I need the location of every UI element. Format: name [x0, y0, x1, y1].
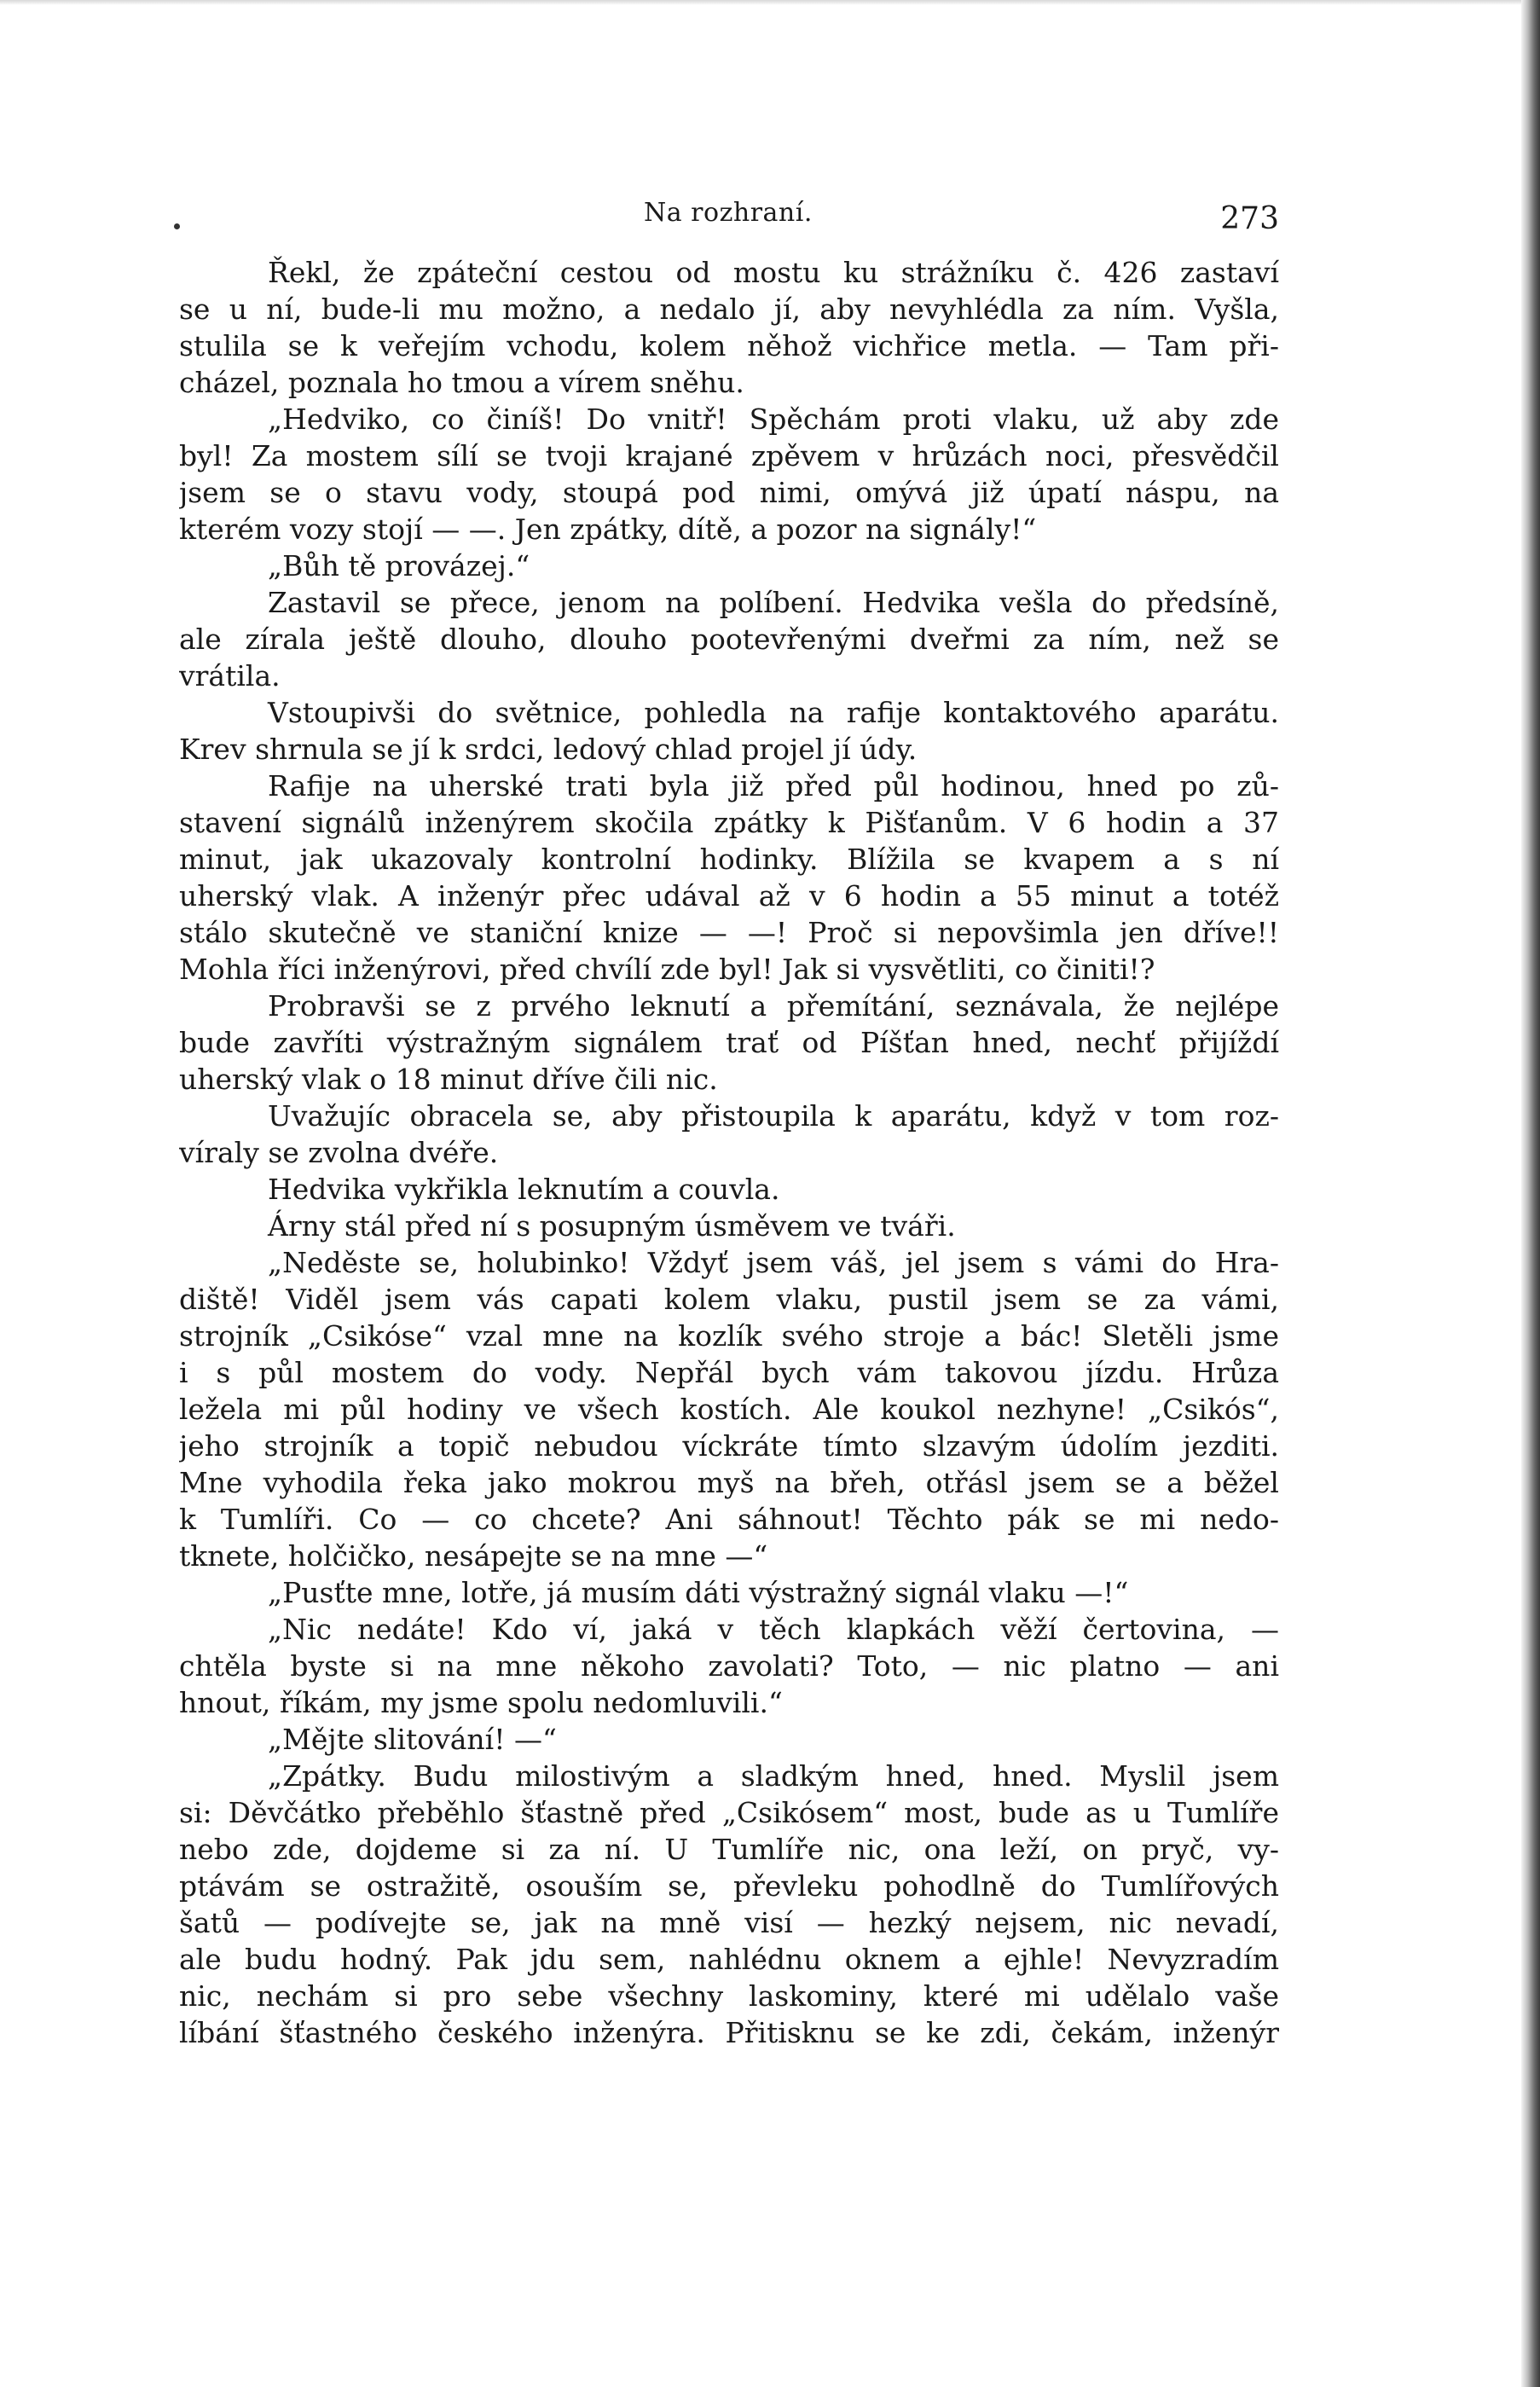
text-line: Hedvika vykřikla leknutím a couvla.	[268, 1173, 780, 1206]
text-line: tknete, holčičko, nesápejte se na mne —“	[179, 1539, 768, 1573]
text-line: ale zírala ještě dlouho, dlouho pootevřenými dveřmi za ním, než se	[179, 623, 1279, 656]
text-line: „Bůh tě provázej.“	[268, 549, 530, 582]
text-line: uherský vlak. A inženýr přec udával až v 6 hodin a 55 minut a totéž	[179, 879, 1279, 913]
text-line: nic, nechám si pro sebe všechny laskominy, které mi udělalo vaše	[179, 1979, 1279, 2013]
running-head	[179, 188, 1279, 239]
text-line: ale budu hodný. Pak jdu sem, nahlédnu oknem a ejhle! Nevyzradím	[179, 1943, 1279, 1976]
text-line: ležela mi půl hodiny ve všech kostích. Ale koukol nezhyne! „Csikós“,	[179, 1393, 1279, 1426]
text-line: vrátila.	[179, 659, 281, 692]
text-line: jeho strojník a topič nebudou víckráte tímto slzavým údolím jezditi.	[179, 1429, 1279, 1463]
text-line: bude zavříti výstražným signálem trať od Píšťan hned, nechť přijíždí	[179, 1026, 1279, 1059]
text-line: i s půl mostem do vody. Nepřál bych vám takovou jízdu. Hrůza	[179, 1356, 1279, 1389]
text-line: víraly se zvolna dvéře.	[179, 1136, 499, 1169]
text-line: jsem se o stavu vody, stoupá pod nimi, omývá již úpatí náspu, na	[179, 476, 1279, 509]
text-line: kterém vozy stojí — —. Jen zpátky, dítě, a pozor na signály!“	[179, 513, 1037, 546]
text-line: Zastavil se přece, jenom na políbení. Hedvika vešla do předsíně,	[268, 586, 1279, 619]
text-line: hnout, říkám, my jsme spolu nedomluvili.“	[179, 1686, 783, 1719]
text-line: Rafije na uherské trati byla již před půl hodinou, hned po zů-	[268, 769, 1279, 802]
scan-top-edge	[0, 0, 1540, 5]
text-line: nebo zde, dojdeme si za ní. U Tumlíře nic, ona leží, on pryč, vy-	[179, 1833, 1279, 1866]
text-line: Uvažujíc obracela se, aby přistoupila k aparátu, když v tom roz-	[268, 1099, 1279, 1133]
text-line: „Nic nedáte! Kdo ví, jaká v těch klapkách věží čertovina, —	[268, 1613, 1279, 1646]
text-line: byl! Za mostem sílí se tvoji krajané zpěvem v hrůzách noci, přesvědčil	[179, 439, 1279, 472]
text-line: uherský vlak o 18 minut dříve čili nic.	[179, 1063, 718, 1096]
text-line: stulila se k veřejím vchodu, kolem něhož vichřice metla. — Tam při-	[179, 329, 1279, 362]
text-line: šatů — podívejte se, jak na mně visí — hezký nejsem, nic nevadí,	[179, 1906, 1279, 1939]
book-page	[179, 188, 1279, 2051]
text-line: Vstoupivši do světnice, pohledla na rafije kontaktového aparátu.	[268, 696, 1279, 729]
text-line: Mohla říci inženýrovi, před chvílí zde byl! Jak si vysvětliti, co činiti!?	[179, 953, 1155, 986]
text-line: Mne vyhodila řeka jako mokrou myš na břeh, otřásl jsem se a běžel	[179, 1466, 1279, 1499]
text-line: stavení signálů inženýrem skočila zpátky k Pišťanům. V 6 hodin a 37	[179, 806, 1279, 839]
text-line: Árny stál před ní s posupným úsměvem ve tváři.	[268, 1209, 956, 1243]
text-line: „Zpátky. Budu milostivým a sladkým hned, hned. Myslil jsem	[268, 1759, 1279, 1793]
text-line: diště! Viděl jsem vás capati kolem vlaku, pustil jsem se za vámi,	[179, 1283, 1279, 1316]
text-line: líbání šťastného českého inženýra. Přitisknu se ke zdi, čekám, inženýr	[179, 2016, 1279, 2049]
text-line: „Neděste se, holubinko! Vždyť jsem váš, jel jsem s vámi do Hra-	[268, 1246, 1279, 1279]
text-line: Krev shrnula se jí k srdci, ledový chlad projel jí údy.	[179, 733, 918, 766]
text-line: Probravši se z prvého leknutí a přemítání, seznávala, že nejlépe	[268, 989, 1279, 1023]
text-line: minut, jak ukazovaly kontrolní hodinky. Blížila se kvapem a s ní	[179, 843, 1279, 876]
text-line: „Pusťte mne, lotře, já musím dáti výstražný signál vlaku —!“	[268, 1576, 1129, 1609]
text-line: Řekl, že zpáteční cestou od mostu ku strážníku č. 426 zastaví	[268, 256, 1279, 289]
text-line: k Tumlíři. Co — co chcete? Ani sáhnout! Těchto pák se mi nedo-	[179, 1503, 1279, 1536]
running-title: Na rozhraní.	[644, 198, 813, 228]
text-line: strojník „Csikóse“ vzal mne na kozlík svého stroje a bác! Sletěli jsme	[179, 1319, 1279, 1353]
text-line: cházel, poznala ho tmou a vírem sněhu.	[179, 366, 744, 399]
text-line: chtěla byste si na mne někoho zavolati? Toto, — nic platno — ani	[179, 1649, 1279, 1683]
bullet-mark-icon	[174, 223, 180, 229]
page-number: 273	[1220, 201, 1279, 236]
text-line: si: Děvčátko přeběhlo šťastně před „Csikósem“ most, bude as u Tumlíře	[179, 1796, 1279, 1829]
text-line: „Mějte slitování! —“	[268, 1723, 557, 1756]
text-line: ptávám se ostražitě, osouším se, převleku pohodlně do Tumlířových	[179, 1869, 1279, 1903]
body-text	[179, 254, 1279, 2051]
scan-right-edge	[1521, 0, 1540, 2387]
text-line: se u ní, bude-li mu možno, a nedalo jí, aby nevyhlédla za ním. Vyšla,	[179, 293, 1279, 326]
text-line: stálo skutečně ve staniční knize — —! Proč si nepovšimla jen dříve!!	[179, 916, 1279, 949]
text-line: „Hedviko, co činíš! Do vnitř! Spěchám proti vlaku, už aby zde	[268, 403, 1279, 436]
